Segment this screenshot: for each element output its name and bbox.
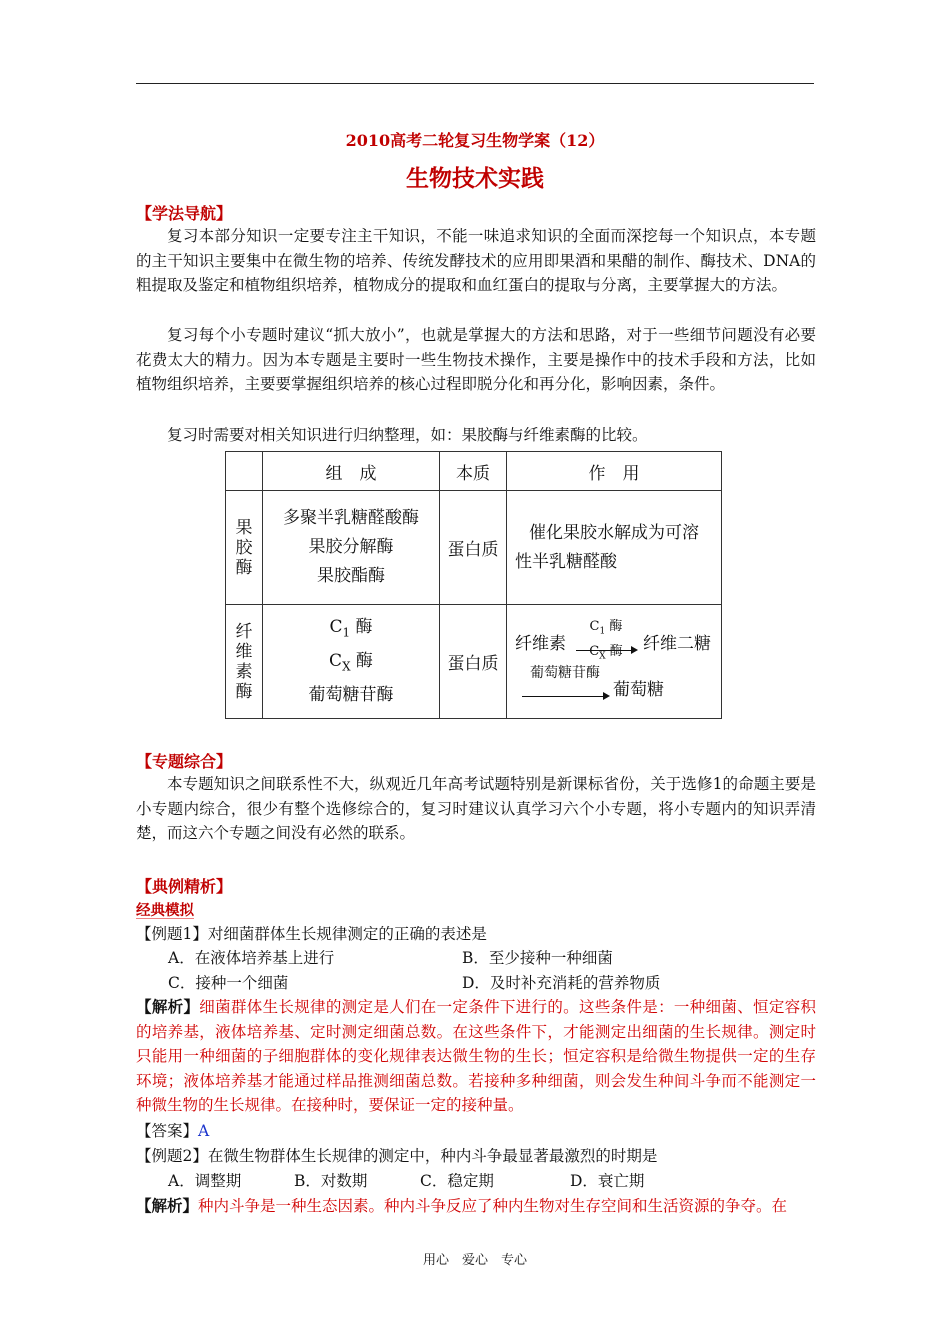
analysis-label: 【解析】 bbox=[136, 1196, 199, 1215]
cellulase-nature: 蛋白质 bbox=[440, 605, 507, 719]
page-footer: 用心 爱心 专心 bbox=[422, 1253, 527, 1268]
arrow-line bbox=[522, 696, 608, 697]
pectinase-nature: 蛋白质 bbox=[440, 491, 507, 605]
answer-value: A bbox=[198, 1122, 210, 1140]
question-2-stem: 【例题2】在微生物群体生长规律的测定中，种内斗争最显著最激烈的时期是 bbox=[136, 1147, 658, 1165]
table-header-composition: 组 成 bbox=[263, 452, 440, 491]
question-2-option-c: C．稳定期 bbox=[420, 1172, 494, 1190]
question-1-option-c: C．接种一个细菌 bbox=[168, 974, 289, 992]
reaction-product: 葡萄糖 bbox=[613, 679, 664, 700]
component-subscript: 1 bbox=[342, 625, 351, 639]
pectinase-function bbox=[507, 491, 722, 605]
table-header-function: 作 用 bbox=[507, 452, 722, 491]
analysis-text: 种内斗争是一种生态因素。种内斗争反应了种内生物对生存空间和生活资源的争夺。在 bbox=[198, 1197, 788, 1215]
examples-subheading: 经典模拟 bbox=[136, 902, 194, 919]
table-header-row bbox=[226, 452, 722, 491]
row-label-cellulase bbox=[226, 605, 263, 719]
component-item bbox=[263, 613, 439, 647]
component-suffix: 酶 bbox=[350, 616, 373, 637]
function-line: 性半乳糖醛酸 bbox=[515, 551, 617, 572]
enzyme-comparison-table bbox=[225, 451, 722, 719]
document-title: 2010高考二轮复习生物学案（12） bbox=[345, 131, 605, 150]
question-2-option-b: B．对数期 bbox=[294, 1172, 368, 1190]
pectinase-components bbox=[263, 491, 440, 605]
component-symbol: C bbox=[329, 616, 343, 637]
row-label-char: 果 bbox=[235, 517, 253, 538]
question-1-analysis bbox=[136, 995, 816, 1118]
arrow-top-label: 葡萄糖苷酶 bbox=[530, 664, 600, 681]
question-1-option-d: D．及时补充消耗的营养物质 bbox=[462, 974, 661, 992]
summary-paragraph: 本专题知识之间联系性不大，纵观近几年高考试题特别是新课标省份，关于选修1的命题主要是小专题内综合，很少有整个选修综合的，复习时建议认真学习六个小专题，将小专题内的知识弄清楚，而这六个专题之间没有必然的联系。 bbox=[136, 775, 816, 843]
table-header-nature: 本质 bbox=[440, 452, 507, 491]
function-line: 催化果胶水解成为可溶 bbox=[529, 522, 699, 543]
row-label-char: 胶 bbox=[235, 537, 253, 558]
row-label-char: 素 bbox=[235, 661, 253, 682]
label-symbol: C bbox=[589, 643, 600, 659]
reaction-arrow bbox=[521, 664, 609, 706]
label-subscript: 1 bbox=[599, 626, 606, 637]
component-symbol: C bbox=[329, 651, 343, 671]
table-row bbox=[226, 605, 722, 719]
component-item bbox=[263, 647, 439, 681]
reaction-product: 纤维二糖 bbox=[643, 633, 711, 654]
question-2-analysis bbox=[136, 1194, 787, 1216]
question-1-stem: 【例题1】对细菌群体生长规律测定的正确的表述是 bbox=[136, 925, 487, 943]
component-item: 果胶分解酶 bbox=[308, 537, 394, 557]
reaction-1 bbox=[515, 618, 721, 664]
section-heading-method: 【学法导航】 bbox=[136, 204, 233, 223]
question-1-option-b: B．至少接种一种细菌 bbox=[462, 949, 613, 967]
component-item: 果胶酯酶 bbox=[317, 566, 385, 586]
label-suffix: 酶 bbox=[605, 618, 623, 634]
question-2-option-d: D．衰亡期 bbox=[570, 1172, 645, 1190]
header-rule bbox=[136, 83, 814, 84]
analysis-label: 【解析】 bbox=[136, 997, 200, 1016]
document-subtitle: 生物技术实践 bbox=[406, 165, 544, 192]
section-heading-summary: 【专题综合】 bbox=[136, 752, 233, 771]
method-paragraph-2: 复习每个小专题时建议“抓大放小”，也就是掌握大的方法和思路，对于一些细节问题没有必要花费太大的精力。因为本专题是主要时一些生物技术操作，主要是操作中的技术手段和方法，比如植物组织培养，主要要掌握组织培养的核心过程即脱分化和再分化，影响因素，条件。 bbox=[136, 326, 816, 394]
label-symbol: C bbox=[589, 618, 600, 634]
reaction-arrow bbox=[575, 618, 637, 662]
method-paragraph-1: 复习本部分知识一定要专注主干知识，不能一味追求知识的全面而深挖每一个知识点，本专题的主干知识主要集中在微生物的培养、传统发酵技术的应用即果酒和果醋的制作、酶技术、DNA的粗提取及鉴定和植物组织培养，植物成分的提取和血红蛋白的提取与分离，主要掌握大的方法。 bbox=[136, 227, 816, 295]
cellulase-function bbox=[507, 605, 722, 719]
row-label-char: 维 bbox=[235, 641, 253, 662]
component-item: 多聚半乳糖醛酸酶 bbox=[283, 508, 419, 528]
label-subscript: X bbox=[599, 651, 606, 662]
component-suffix: 酶 bbox=[350, 651, 373, 671]
reaction-substrate: 纤维素 bbox=[515, 633, 566, 654]
question-1-answer bbox=[136, 1119, 209, 1141]
component-subscript: X bbox=[342, 659, 351, 674]
row-label-char: 纤 bbox=[235, 621, 253, 642]
method-paragraph-3: 复习时需要对相关知识进行归纳整理，如：果胶酶与纤维素酶的比较。 bbox=[167, 426, 648, 444]
question-2-option-a: A．调整期 bbox=[168, 1172, 242, 1190]
row-label-pectinase bbox=[226, 491, 263, 605]
row-label-char: 酶 bbox=[235, 681, 253, 702]
question-1-option-a: A．在液体培养基上进行 bbox=[168, 949, 335, 967]
table-row bbox=[226, 491, 722, 605]
arrow-bottom-label bbox=[575, 645, 637, 664]
section-heading-examples: 【典例精析】 bbox=[136, 877, 233, 896]
answer-label: 【答案】 bbox=[136, 1122, 199, 1140]
arrow-top-label bbox=[575, 620, 637, 639]
reaction-2 bbox=[515, 664, 721, 710]
analysis-text: 细菌群体生长规律的测定是人们在一定条件下进行的。这些条件是：一种细菌、恒定容积的培养基，液体培养基、定时测定细菌总数。在这些条件下，才能测定出细菌的生长规律。测定时只能用一种细菌的子细胞群体的变化规律表达微生物的生长；恒定容积是给微生物提供一定的生存环境；液体培养基才能通过样品推测细菌总数。若接种多种细菌，则会发生种间斗争而不能测定一种微生物的生长规律。在接种时，要保证一定的接种量。 bbox=[136, 998, 816, 1115]
component-item: 葡萄糖苷酶 bbox=[308, 685, 394, 706]
table-corner-cell bbox=[226, 452, 263, 491]
row-label-char: 酶 bbox=[235, 557, 253, 578]
label-suffix: 酶 bbox=[605, 643, 623, 659]
cellulase-components bbox=[263, 605, 440, 719]
